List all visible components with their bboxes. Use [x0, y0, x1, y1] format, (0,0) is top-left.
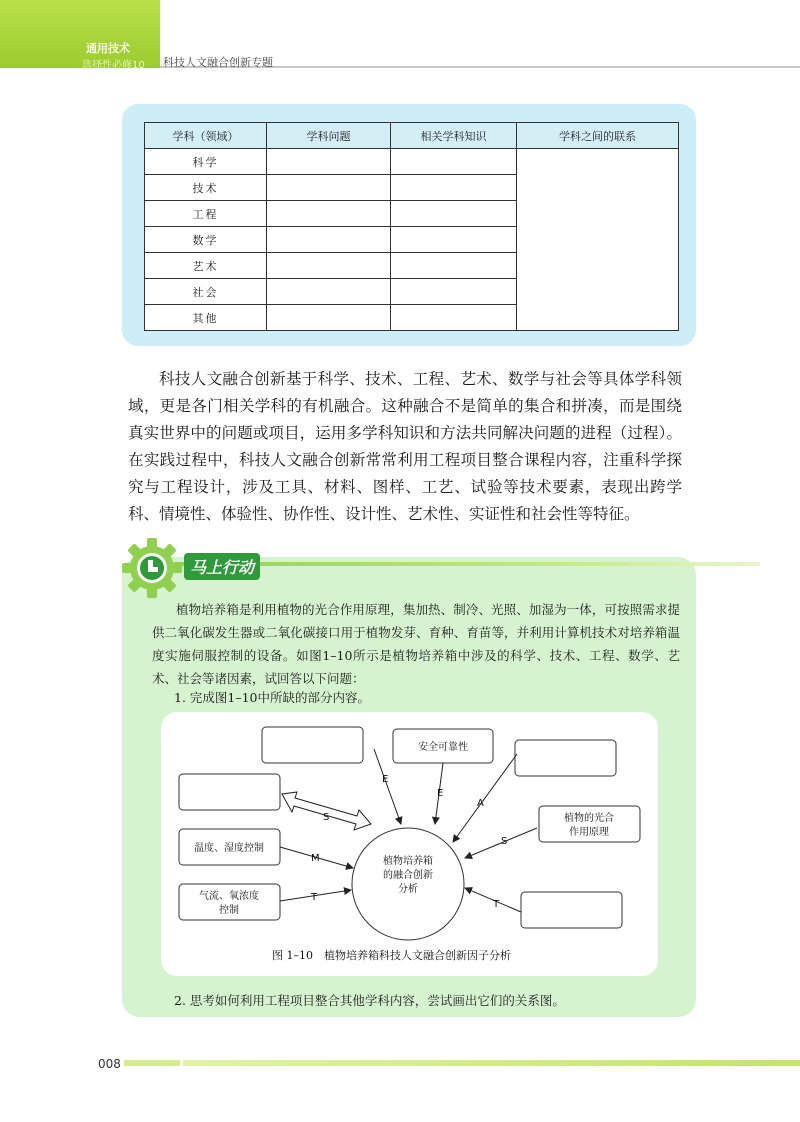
label-t-right: T — [493, 899, 500, 910]
subject-cell: 科学 — [145, 149, 267, 175]
blank-cell — [391, 201, 517, 227]
merged-link-cell — [517, 149, 679, 331]
factor-diagram — [161, 712, 658, 976]
subject-cell: 工程 — [145, 201, 267, 227]
blank-cell — [267, 227, 391, 253]
footer-bar-long — [183, 1060, 800, 1066]
blank-box-left — [179, 774, 280, 810]
blank-cell — [267, 279, 391, 305]
blank-cell — [391, 253, 517, 279]
column-header: 学科之间的联系 — [517, 123, 679, 149]
arrow-s-left-double — [282, 792, 371, 830]
blank-cell — [267, 201, 391, 227]
label-a: A — [477, 798, 484, 809]
question-2: 2. 思考如何利用工程项目整合其他学科内容，尝试画出它们的关系图。 — [174, 993, 565, 1008]
series-title: 科技人文融合创新专题 — [163, 56, 273, 69]
blank-cell — [267, 253, 391, 279]
label-s-left: S — [323, 812, 330, 823]
footer-bar-short — [124, 1060, 180, 1066]
blank-cell — [391, 279, 517, 305]
page-number: 008 — [98, 1057, 121, 1071]
subject-cell: 数学 — [145, 227, 267, 253]
safety-text: 安全可靠性 — [418, 742, 468, 753]
book-subtitle: 选择性必修10 — [82, 60, 145, 71]
action-text: 植物培养箱是利用植物的光合作用原理，集加热、制冷、光照、加湿为一体，可按照需求提供二氧化碳发生器或二氧化碳接口用于植物发芽、育种、育苗等，并利用计算机技术对培养箱温度实施伺服控制的设备。如图1–10所示是植物培养箱中涉及的科学、技术、工程、数学、艺术、社会等诸因素，试回答以下问题： — [152, 602, 680, 686]
blank-cell — [267, 305, 391, 331]
airflow-text-2: 控制 — [219, 905, 239, 916]
airflow-text-1: 气流、氧浓度 — [199, 891, 259, 902]
subject-cell: 技术 — [145, 175, 267, 201]
header-badge — [0, 0, 160, 71]
blank-cell — [267, 149, 391, 175]
question-1: 1. 完成图1–10中所缺的部分内容。 — [174, 690, 371, 705]
temperature-text: 温度、湿度控制 — [194, 843, 264, 854]
photosynthesis-text-2: 作用原理 — [569, 827, 609, 838]
subject-cell: 社会 — [145, 279, 267, 305]
subject-cell: 其他 — [145, 305, 267, 331]
blank-cell — [267, 175, 391, 201]
center-text-1: 植物培养箱 — [383, 856, 433, 867]
intro-paragraph: 科技人文融合创新基于科学、技术、工程、艺术、数学与社会等具体学科领域，更是各门相关学科的有机融合。这种融合不是简单的集合和拼凑，而是围绕真实世界中的问题或项目，运用多学科知识和方法共同解决问题的进程（过程）。在实践过程中，科技人文融合创新常常利用工程项目整合课程内容，注重科学探究与工程设计，涉及工具、材料、图样、工艺、试验等技术要素，表现出跨学科、情境性、体验性、协作性、设计性、艺术性、实证性和社会性等特征。 — [128, 370, 682, 523]
blank-box-right — [521, 892, 622, 928]
blank-cell — [391, 149, 517, 175]
arrow-a — [453, 754, 517, 842]
label-t-left: T — [311, 892, 318, 903]
center-text-3: 分析 — [398, 884, 418, 895]
center-text-2: 的融合创新 — [383, 870, 433, 881]
figure-caption: 图 1–10 植物培养箱科技人文融合创新因子分析 — [272, 949, 511, 962]
subject-cell: 艺术 — [145, 253, 267, 279]
label-s-right: S — [501, 836, 508, 847]
action-title: 马上行动 — [184, 553, 260, 580]
gear-hand-icon — [121, 537, 183, 599]
label-e2: E — [437, 788, 444, 799]
blank-box-top-left — [262, 727, 363, 763]
label-m: M — [311, 853, 320, 864]
subject-table — [144, 122, 679, 331]
column-header: 相关学科知识 — [391, 123, 517, 149]
blank-cell — [391, 175, 517, 201]
blank-cell — [391, 305, 517, 331]
column-header: 学科问题 — [267, 123, 391, 149]
table-row — [145, 149, 679, 175]
column-header: 学科（领域） — [145, 123, 267, 149]
photosynthesis-text-1: 植物的光合 — [564, 813, 614, 824]
table-header-row — [145, 123, 679, 149]
label-e1: E — [382, 774, 389, 785]
blank-box-top-right — [515, 740, 616, 776]
book-title: 通用技术 — [86, 42, 130, 55]
blank-cell — [391, 227, 517, 253]
